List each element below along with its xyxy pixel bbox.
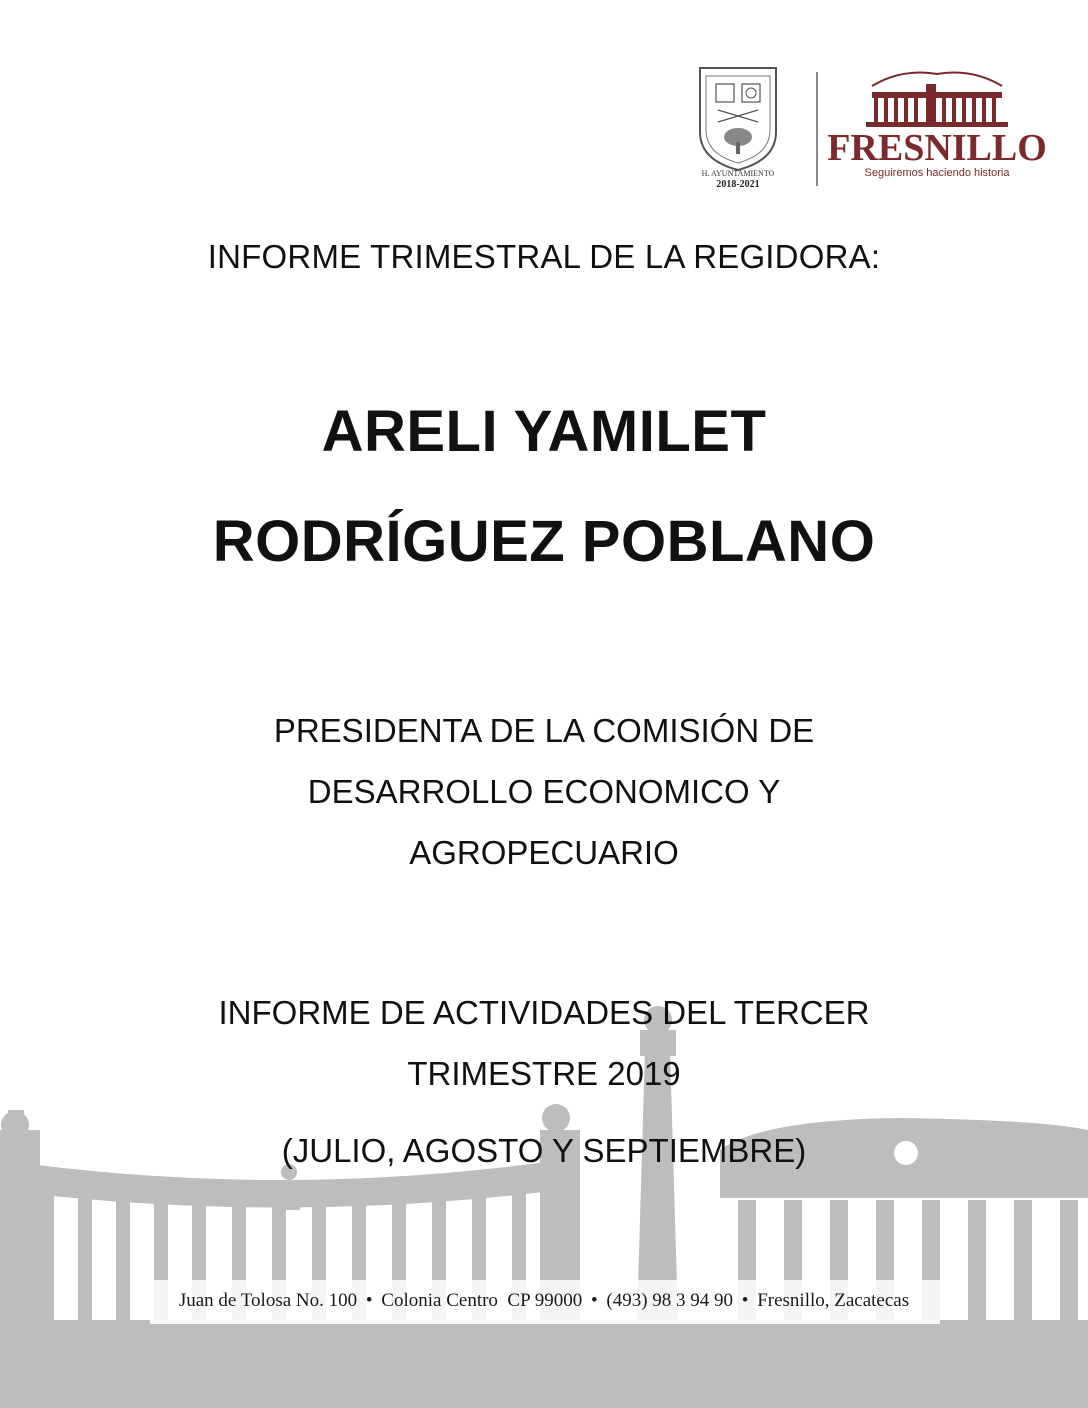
activities-title-line-2: TRIMESTRE 2019 (407, 1055, 681, 1092)
footer-phone: (493) 98 3 94 90 (606, 1290, 734, 1311)
footer-separator: • (741, 1290, 749, 1311)
municipal-seal-icon (690, 62, 786, 190)
position-title-line-1: PRESIDENTA DE LA COMISIÓN DE (273, 712, 815, 749)
reporting-period: (JULIO, AGOSTO Y SEPTIEMBRE) (281, 1132, 807, 1169)
regidora-name-last: RODRÍGUEZ POBLANO (212, 509, 876, 574)
brand-name: FRESNILLO (827, 127, 1047, 169)
footer-address: Juan de Tolosa No. 100 (178, 1290, 358, 1311)
brand-tagline: Seguiremos haciendo historia (864, 167, 1010, 179)
city-monuments-skyline-icon (0, 990, 1088, 1408)
seal-caption: H. AYUNTAMIENTO (701, 169, 775, 178)
footer-neighborhood: Colonia Centro CP 99000 (381, 1290, 583, 1311)
footer-contact (0, 1290, 1088, 1312)
footer-separator: • (590, 1290, 598, 1311)
footer-city: Fresnillo, Zacatecas (757, 1290, 910, 1311)
position-title-line-2: DESARROLLO ECONOMICO Y (307, 773, 781, 810)
footer-separator: • (365, 1290, 373, 1311)
activities-title-line-1: INFORME DE ACTIVIDADES DEL TERCER (218, 994, 870, 1031)
fresnillo-skyline-logo-icon (827, 66, 1047, 186)
position-title-line-3: AGROPECUARIO (409, 834, 679, 871)
regidora-name-first: ARELI YAMILET (321, 399, 767, 464)
report-heading: INFORME TRIMESTRAL DE LA REGIDORA: (207, 238, 881, 275)
header-divider (816, 72, 818, 186)
seal-years: 2018-2021 (716, 179, 760, 190)
